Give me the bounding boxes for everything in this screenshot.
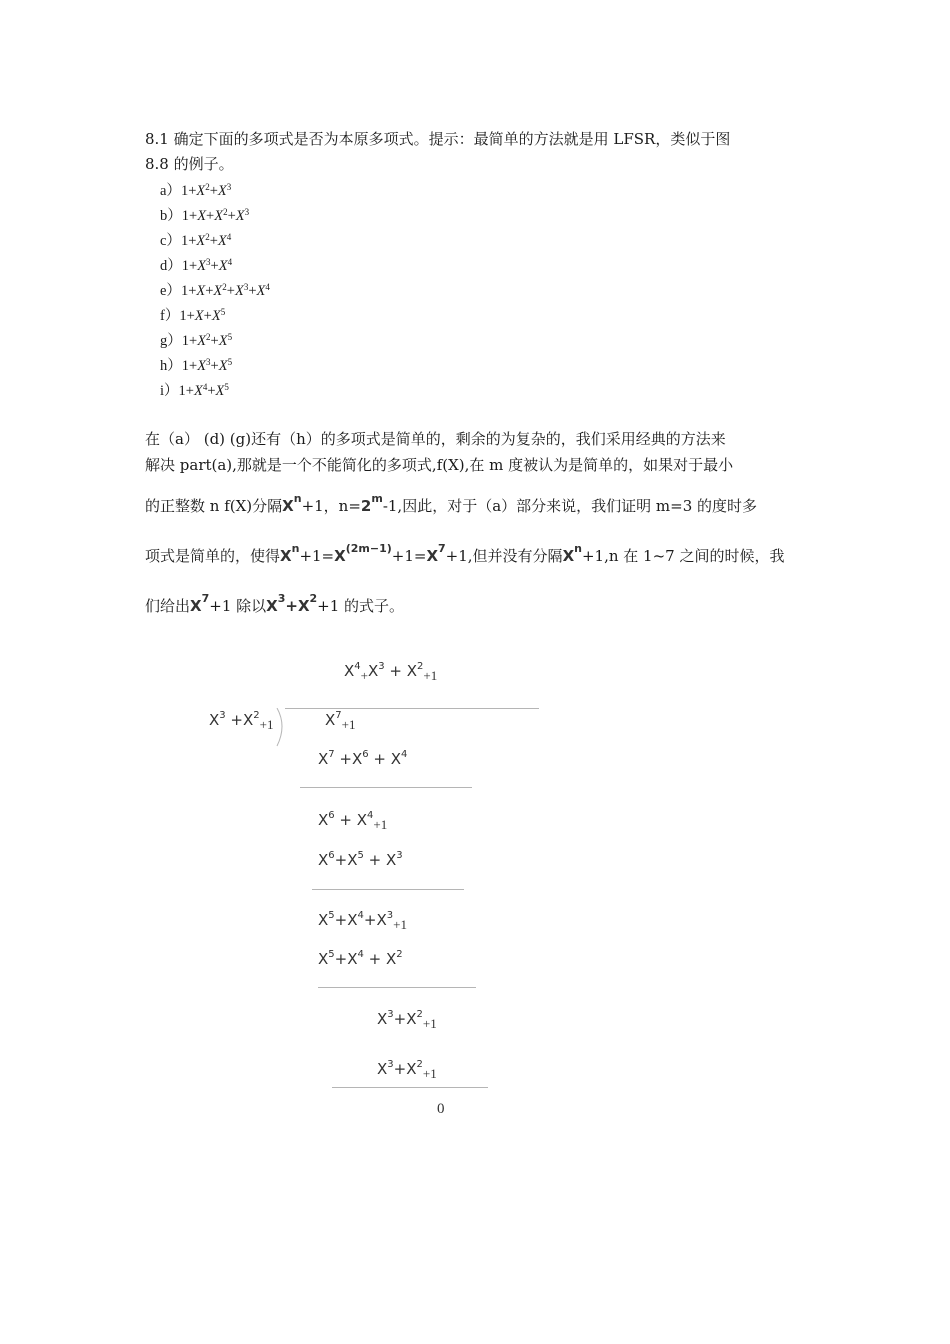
division-step-4: $X^3+X^2+1$ [377,1059,437,1081]
option-f: $f)1+X+X^5$ [160,307,226,324]
division-line-2 [312,889,464,890]
question-line-2: 8.8 的例子。 [145,155,234,173]
answer-line-5: 们给出$X^7+1$ 除以$X^3+X^2+1$ 的式子。 [145,592,405,615]
division-dividend: $X^7+1$ [325,710,356,732]
division-final-remainder: 0 [437,1101,445,1117]
division-step-3: $X^5+X^4 + X^2$ [318,949,403,968]
answer-line-3: 的正整数 n f(X)分隔$X^n+1$，$n=2^m-1$,因此，对于（a）部分来说，我们证明 m=3 的度时多 [145,492,758,515]
division-quotient: $X^4+X^3 + X^2+1$ [344,661,438,683]
option-a: $a)1+X^2+X^3$ [160,182,232,199]
division-bar [285,708,539,709]
division-divisor: $X^3 +X^2+1$ [209,710,274,732]
question-line-1: 8.1 确定下面的多项式是否为本原多项式。提示：最简单的方法就是用 LFSR，类似于图 [145,130,731,148]
division-remainder-1: $X^6 + X^4+1$ [318,810,388,832]
option-c: $c)1+X^2+X^4$ [160,232,232,249]
option-h: $h)1+X^3+X^5$ [160,357,233,374]
answer-line-2: 解决 part(a),那就是一个不能简化的多项式,f(X),在 m 度被认为是简单的，如果对于最小 [145,456,734,474]
division-step-1: $X^7 +X^6 + X^4$ [318,749,408,768]
option-i: $i)1+X^4+X^5$ [160,382,229,399]
division-line-4 [332,1087,488,1088]
answer-line-1: 在（a） (d) (g)还有（h）的多项式是简单的，剩余的为复杂的，我们采用经典的方法来 [145,430,726,448]
division-line-3 [318,987,476,988]
division-bracket [275,708,289,748]
option-g: $g)1+X^2+X^5$ [160,332,233,349]
option-e: $e)1+X+X^2+X^3+X^4$ [160,282,270,299]
division-step-2: $X^6+X^5 + X^3$ [318,850,403,869]
division-remainder-3: $X^3+X^2+1$ [377,1009,437,1031]
answer-line-4: 项式是简单的，使得$X^n+1=X^{(2m-1)}+1=X^7+1$,但并没有分隔$X^n+1,n$ 在 1~7 之间的时候，我 [145,542,785,565]
option-b: $b)1+X+X^2+X^3$ [160,207,250,224]
division-remainder-2: $X^5+X^4+X^3+1$ [318,910,407,932]
option-d: $d)1+X^3+X^4$ [160,257,233,274]
division-line-1 [300,787,472,788]
